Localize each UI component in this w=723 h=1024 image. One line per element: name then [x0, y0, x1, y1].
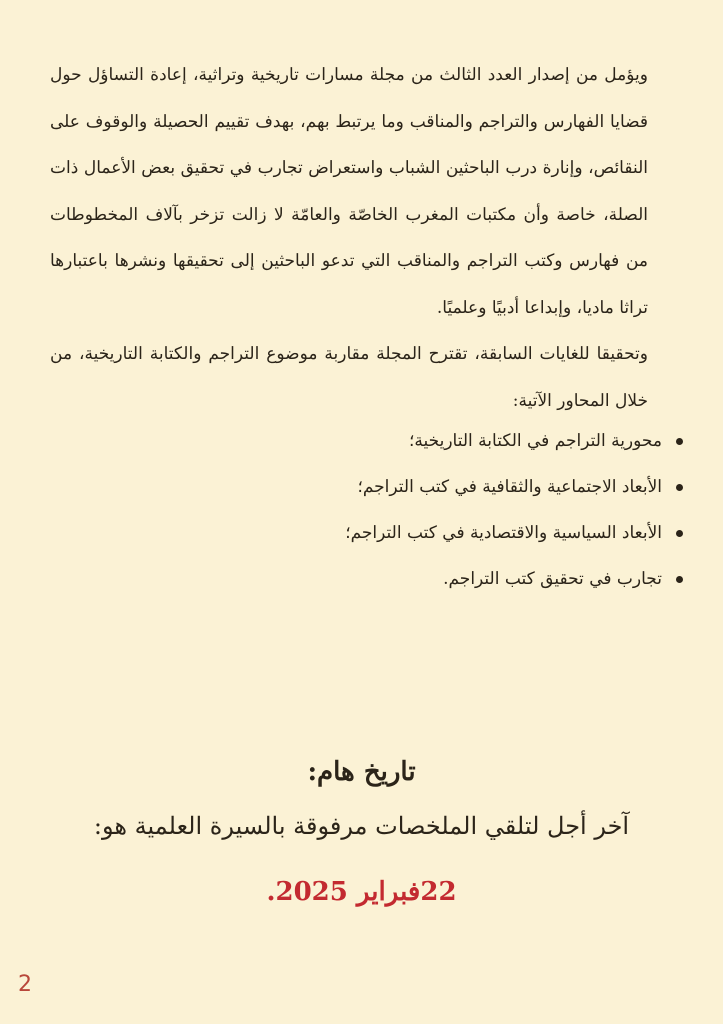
bullet-icon [676, 438, 683, 445]
axis-label: الأبعاد الاجتماعية والثقافية في كتب التراجم؛ [357, 477, 662, 497]
important-date-heading: تاريخ هام: [307, 757, 416, 787]
axis-label: الأبعاد السياسية والاقتصادية في كتب التراجم؛ [345, 523, 662, 543]
intro-paragraph-1: ويؤمل من إصدار العدد الثالث من مجلة مسارات تاريخية وتراثية، إعادة التساؤل حول قضايا الفهارس والتراجم والمناقب وما يرتبط بهم، بهدف تقييم الحصيلة والوقوف على النقائص، وإنارة درب الباحثين الشباب واستعراض تجارب في تحقيق بعض الأعمال ذات الصلة، خاصة وأن مكتبات المغرب الخاصّة والعامّة لا زالت تزخر بآلاف المخطوطات من فهارس وكتب التراجم والمناقب التي تدعو الباحثين إلى تحقيقها ونشرها باعتبارها تراثا ماديا، وإبداعا أدبيًا وعلميًا. [50, 65, 648, 318]
intro-paragraph-2: وتحقيقا للغايات السابقة، تقترح المجلة مقاربة موضوع التراجم والكتابة التاريخية، من خلال المحاور الآتية: [50, 344, 648, 411]
list-item [163, 464, 683, 510]
call-for-papers-text [50, 52, 678, 424]
axis-label: محورية التراجم في الكتابة التاريخية؛ [408, 431, 662, 451]
axis-label: تجارب في تحقيق كتب التراجم. [443, 569, 662, 589]
important-date-section [0, 748, 723, 916]
list-item [163, 418, 683, 464]
research-axes-list [163, 418, 683, 602]
deadline-description: آخر أجل لتلقي الملخصات مرفوقة بالسيرة العلمية هو: [93, 812, 630, 840]
bullet-icon [676, 484, 683, 491]
bullet-icon [676, 576, 683, 583]
bullet-icon [676, 530, 683, 537]
list-item [163, 510, 683, 556]
list-item [163, 556, 683, 602]
page-number: 2 [18, 972, 32, 997]
deadline-date: 22فبراير 2025. [266, 877, 457, 907]
